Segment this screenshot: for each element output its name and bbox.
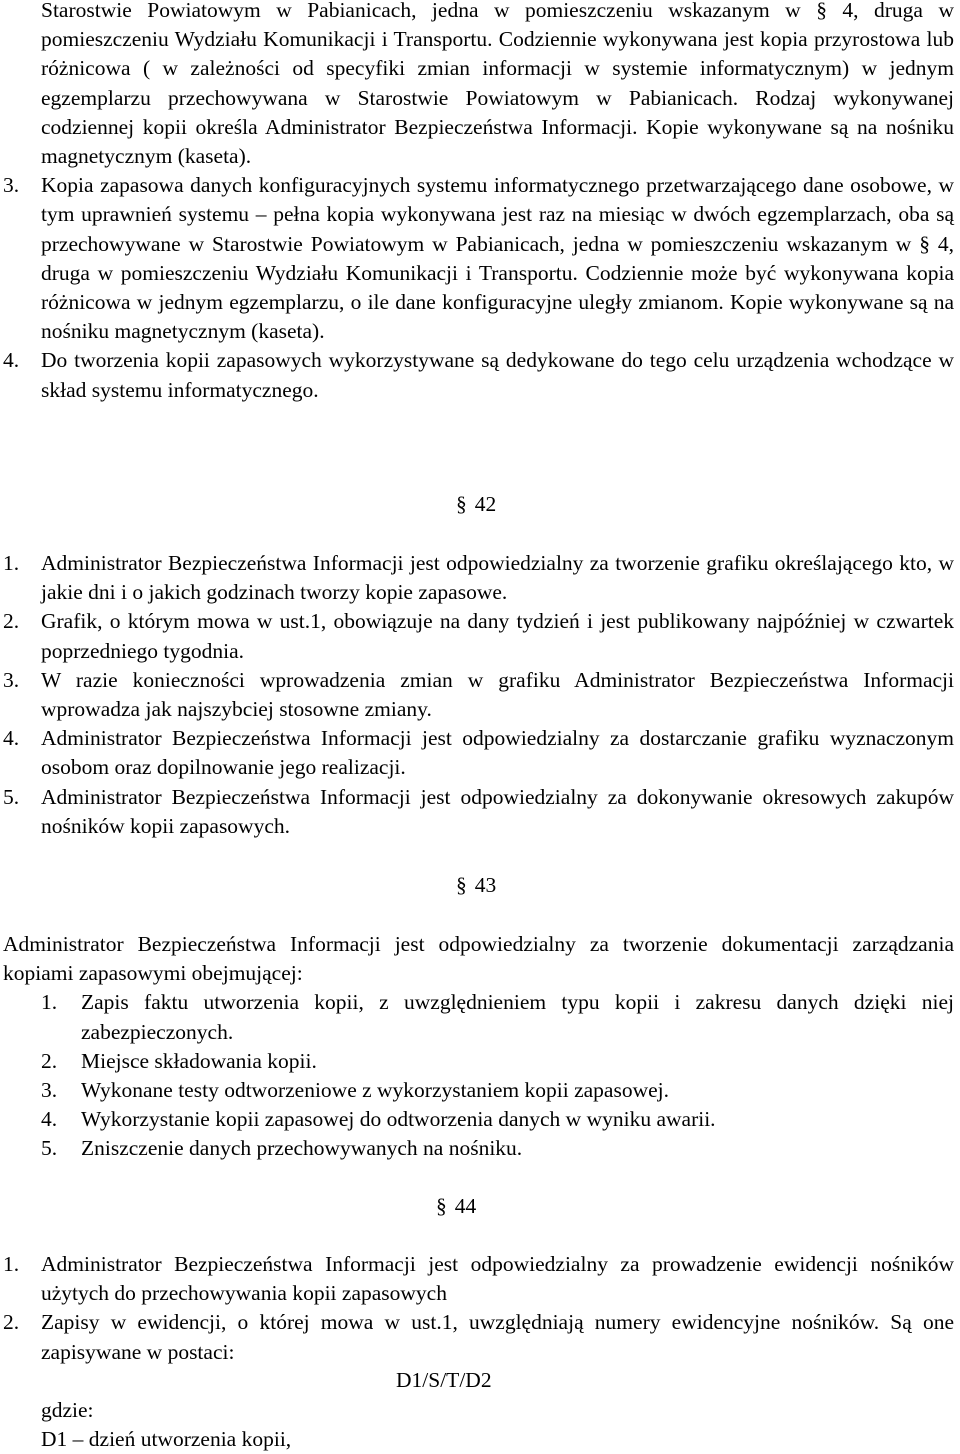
- section-sign: §: [456, 873, 467, 897]
- item-number: 2.: [3, 609, 20, 634]
- item-number: 2.: [3, 1310, 20, 1335]
- section-heading-44: [436, 1192, 476, 1221]
- list-item: [0, 171, 960, 346]
- format-pattern: D1/S/T/D2: [396, 1368, 492, 1392]
- item-text: Kopia zapasowa danych konfiguracyjnych systemu informatycznego przetwarzającego dane osobowe, w tym uprawnień systemu – pełna kopia wykonywana jest raz na miesiąc w dwóch egzemplarzach, oba są przechowywane w Starostwie Powiatowym w Pabianicach, jedna w pomieszczeniu wskazanym w § 4, druga w pomieszczeniu Wydziału Komunikacji i Transportu. Codziennie może być wykonywana kopia różnicowa w jednym egzemplarzu, o ile dane konfiguracyjne uległy zmianom. Kopie wykonywane są na nośniku magnetycznym (kaseta).: [41, 173, 954, 344]
- where-label: gdzie:: [41, 1398, 94, 1422]
- item-text: Administrator Bezpieczeństwa Informacji jest odpowiedzialny za prowadzenie ewidencji nośników użytych do przechowywania kopii zapasowych: [41, 1252, 954, 1306]
- item-number: 3.: [3, 667, 20, 692]
- item-text: Administrator Bezpieczeństwa Informacji jest odpowiedzialny za dokonywanie okresowych zakupów nośników kopii zapasowych.: [41, 784, 954, 838]
- item-text: Zapis faktu utworzenia kopii, z uwzględnieniem typu kopii i zakresu danych dzięki niej zabezpieczonych.: [81, 990, 954, 1044]
- item-number: 1.: [3, 551, 20, 575]
- item-number: 3.: [3, 173, 20, 198]
- list-item: [0, 346, 960, 404]
- section-number: 42: [474, 492, 497, 516]
- item-text: Grafik, o którym mowa w ust.1, obowiązuje na dany tydzień i jest publikowany najpóźniej w czwartek poprzedniego tygodnia.: [41, 609, 954, 663]
- list-item: [0, 1076, 960, 1105]
- section-number: 43: [474, 873, 497, 897]
- item-text: Do tworzenia kopii zapasowych wykorzystywane są dedykowane do tego celu urządzenia wchodzące w skład systemu informatycznego.: [41, 348, 954, 402]
- paragraph-continuation: Starostwie Powiatowym w Pabianicach, jedna w pomieszczeniu wskazanym w § 4, druga w pomieszczeniu Wydziału Komunikacji i Transportu. Codziennie wykonywana jest kopia przyrostowa lub różnicowa ( w zależności od specyfiki zmian informacji w systemie informatycznym) w jednym egzemplarzu przechowywana w Starostwie Powiatowym w Pabianicach. Rodzaj wykonywanej codziennej kopii określa Administrator Bezpieczeństwa Informacji. Kopie wykonywane są na nośniku magnetycznym (kaseta).: [41, 0, 954, 169]
- list-item: [0, 988, 960, 1046]
- item-text: Zniszczenie danych przechowywanych na nośniku.: [81, 1136, 523, 1161]
- item-text: Wykorzystanie kopii zapasowej do odtworzenia danych w wyniku awarii.: [81, 1107, 716, 1132]
- section-heading-43: [456, 871, 496, 900]
- top-continuation: [0, 0, 960, 405]
- item-number: 4.: [3, 726, 20, 751]
- item-text: W razie konieczności wprowadzenia zmian w grafiku Administrator Bezpieczeństwa Informacji wprowadza jak najszybciej stosowne zmiany.: [41, 667, 954, 722]
- list-item: [0, 666, 960, 724]
- item-text: Wykonane testy odtworzeniowe z wykorzystaniem kopii zapasowej.: [81, 1078, 669, 1103]
- list-item: [0, 607, 960, 665]
- item-text: Miejsce składowania kopii.: [81, 1048, 317, 1073]
- list-item: [0, 1308, 960, 1366]
- item-number: 3.: [41, 1078, 58, 1103]
- section-intro: Administrator Bezpieczeństwa Informacji jest odpowiedzialny za tworzenie dokumentacji zarządzania kopiami zapasowymi obejmującej:: [3, 932, 954, 986]
- item-number: 2.: [41, 1048, 58, 1073]
- item-number: 1.: [41, 990, 58, 1015]
- list-item: [0, 783, 960, 841]
- item-number: 4.: [3, 348, 20, 373]
- section-heading-42: [456, 490, 496, 519]
- section-sign: §: [456, 492, 467, 516]
- section-43-body: [0, 930, 960, 1164]
- list-item: [0, 724, 960, 782]
- list-item: [0, 1047, 960, 1076]
- list-item: [0, 549, 960, 607]
- list-item: [0, 1105, 960, 1134]
- item-text: Zapisy w ewidencji, o której mowa w ust.1, uwzględniają numery ewidencyjne nośników. Są one zapisywane w postaci:: [41, 1310, 954, 1364]
- section-number: 44: [454, 1194, 477, 1218]
- item-number: 1.: [3, 1252, 20, 1276]
- item-number: 5.: [3, 784, 20, 809]
- item-text: Administrator Bezpieczeństwa Informacji jest odpowiedzialny za dostarczanie grafiku wyznaczonym osobom oraz dopilnowanie jego realizacji.: [41, 726, 954, 780]
- item-number: 5.: [41, 1136, 58, 1161]
- d1-definition: D1 – dzień utworzenia kopii,: [41, 1427, 292, 1451]
- item-number: 4.: [41, 1107, 58, 1132]
- section-sign: §: [436, 1194, 447, 1218]
- section-42-list: [0, 549, 960, 841]
- item-text: Administrator Bezpieczeństwa Informacji jest odpowiedzialny za tworzenie grafiku określającego kto, w jakie dni i o jakich godzinach tworzy kopie zapasowe.: [41, 551, 954, 605]
- section-44-list: [0, 1250, 960, 1367]
- list-item: [0, 1134, 960, 1163]
- list-item: [0, 1250, 960, 1308]
